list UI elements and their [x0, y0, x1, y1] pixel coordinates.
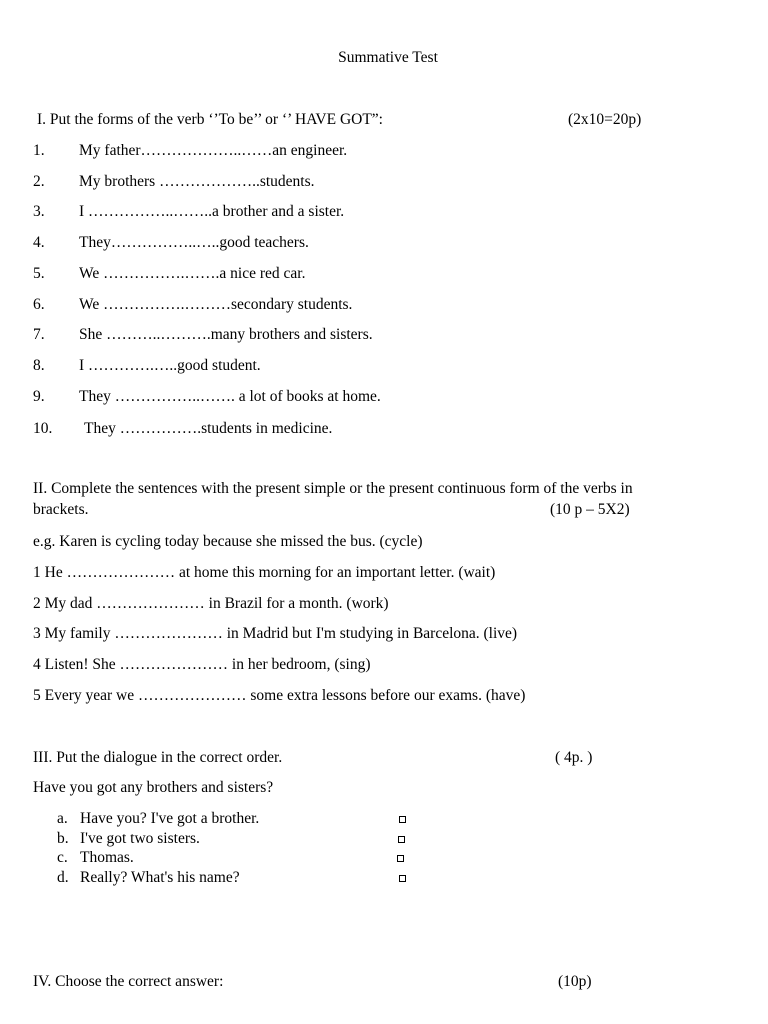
section-3-heading: III. Put the dialogue in the correct order.	[33, 749, 283, 766]
list-item-number: 10.	[33, 420, 53, 437]
dialogue-line: Have you? I've got a brother.	[80, 810, 260, 827]
list-item-text: I ……………..……..a brother and a sister.	[79, 203, 345, 220]
dialogue-line: Thomas.	[80, 849, 134, 866]
answer-checkbox[interactable]	[397, 855, 404, 862]
list-item-number: 8.	[33, 357, 45, 374]
section-4-points: (10p)	[558, 973, 592, 990]
list-item: 1 He ………………… at home this morning for an important letter. (wait)	[33, 564, 496, 581]
section-4-heading: IV. Choose the correct answer:	[33, 973, 224, 990]
dialogue-letter: c.	[57, 849, 68, 866]
answer-checkbox[interactable]	[399, 875, 406, 882]
list-item-text: They……………..…..good teachers.	[79, 234, 309, 251]
section-3-points: ( 4p. )	[555, 749, 593, 766]
list-item-number: 5.	[33, 265, 45, 282]
list-item-number: 7.	[33, 326, 45, 343]
section-1-heading: I. Put the forms of the verb ‘’To be’’ or ‘’ HAVE GOT”:	[37, 111, 383, 128]
list-item: 3 My family ………………… in Madrid but I'm studying in Barcelona. (live)	[33, 625, 518, 642]
list-item-number: 9.	[33, 388, 45, 405]
list-item-number: 4.	[33, 234, 45, 251]
list-item-text: My father………………..……an engineer.	[79, 142, 348, 159]
list-item-text: She ………..……….many brothers and sisters.	[79, 326, 373, 343]
section-2-heading: II. Complete the sentences with the present simple or the present continuous form of the verbs in	[33, 480, 633, 497]
answer-checkbox[interactable]	[399, 816, 406, 823]
list-item-text: They ……………..……. a lot of books at home.	[79, 388, 381, 405]
list-item: 2 My dad ………………… in Brazil for a month. (work)	[33, 595, 389, 612]
list-item-text: They …………….students in medicine.	[84, 420, 333, 437]
list-item-number: 6.	[33, 296, 45, 313]
list-item-number: 1.	[33, 142, 45, 159]
answer-checkbox[interactable]	[398, 836, 405, 843]
section-2-example: e.g. Karen is cycling today because she missed the bus. (cycle)	[33, 533, 423, 550]
section-2-points: (10 p – 5X2)	[550, 501, 630, 518]
list-item: 5 Every year we ………………… some extra lessons before our exams. (have)	[33, 687, 526, 704]
dialogue-letter: b.	[57, 830, 69, 847]
dialogue-letter: d.	[57, 869, 69, 886]
page-title: Summative Test	[338, 49, 438, 66]
section-1-points: (2x10=20p)	[568, 111, 642, 128]
list-item-text: We …………….………secondary students.	[79, 296, 353, 313]
list-item-text: My brothers ………………..students.	[79, 173, 315, 190]
list-item-number: 3.	[33, 203, 45, 220]
section-2-heading-cont: brackets.	[33, 501, 89, 518]
list-item-number: 2.	[33, 173, 45, 190]
dialogue-line: I've got two sisters.	[80, 830, 200, 847]
dialogue-line: Really? What's his name?	[80, 869, 240, 886]
list-item: 4 Listen! She ………………… in her bedroom, (sing)	[33, 656, 371, 673]
dialogue-letter: a.	[57, 810, 68, 827]
list-item-text: I ………….…..good student.	[79, 357, 261, 374]
section-3-question: Have you got any brothers and sisters?	[33, 779, 274, 796]
list-item-text: We …………….…….a nice red car.	[79, 265, 306, 282]
